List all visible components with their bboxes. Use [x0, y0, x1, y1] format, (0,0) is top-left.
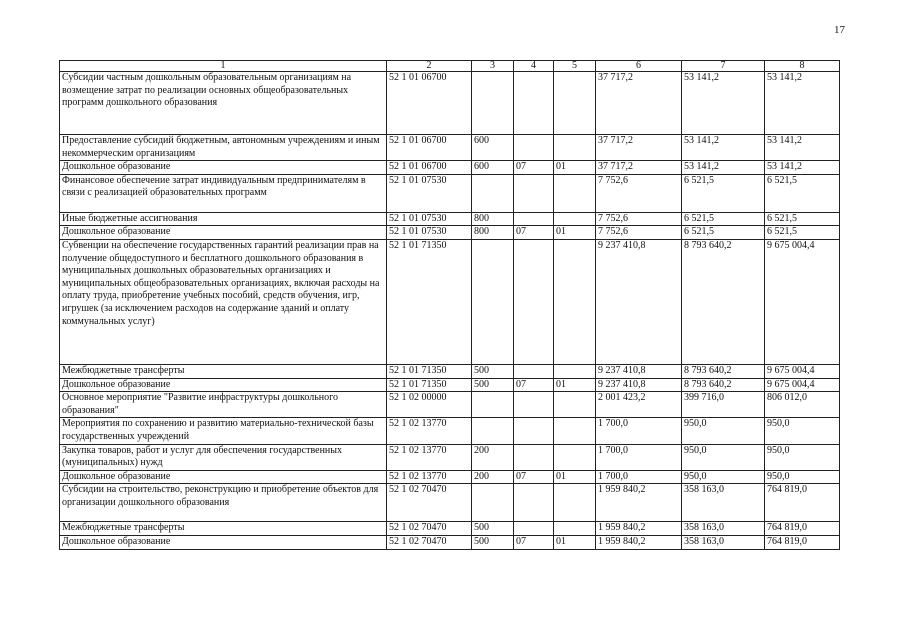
row-name: Дошкольное образование — [60, 378, 387, 392]
row-name: Субсидии на строительство, реконструкцию и приобретение объектов для организации дошкольного образования — [60, 484, 387, 522]
amount-year-1: 37 717,2 — [596, 135, 682, 161]
expense-type: 500 — [472, 378, 514, 392]
amount-year-3: 53 141,2 — [765, 135, 840, 161]
amount-year-3: 53 141,2 — [765, 161, 840, 175]
amount-year-2: 950,0 — [682, 418, 765, 444]
table-row — [60, 378, 840, 392]
section — [514, 392, 554, 418]
column-header: 8 — [765, 61, 840, 72]
expense-type: 600 — [472, 161, 514, 175]
table-row — [60, 522, 840, 536]
table-row — [60, 174, 840, 212]
amount-year-1: 37 717,2 — [596, 72, 682, 135]
amount-year-3: 9 675 004,4 — [765, 364, 840, 378]
amount-year-1: 1 959 840,2 — [596, 522, 682, 536]
row-name: Дошкольное образование — [60, 226, 387, 240]
amount-year-2: 399 716,0 — [682, 392, 765, 418]
subsection: 01 — [554, 378, 596, 392]
expense-type — [472, 484, 514, 522]
expense-type: 200 — [472, 470, 514, 484]
amount-year-3: 950,0 — [765, 418, 840, 444]
target-code: 52 1 01 07530 — [387, 174, 472, 212]
section — [514, 239, 554, 364]
expense-type — [472, 72, 514, 135]
amount-year-1: 2 001 423,2 — [596, 392, 682, 418]
amount-year-3: 764 819,0 — [765, 522, 840, 536]
expense-type — [472, 174, 514, 212]
row-name: Закупка товаров, работ и услуг для обеспечения государственных (муниципальных) нужд — [60, 444, 387, 470]
column-header: 3 — [472, 61, 514, 72]
target-code: 52 1 02 70470 — [387, 535, 472, 549]
subsection: 01 — [554, 470, 596, 484]
amount-year-3: 764 819,0 — [765, 535, 840, 549]
amount-year-3: 950,0 — [765, 470, 840, 484]
expense-type: 800 — [472, 226, 514, 240]
target-code: 52 1 02 00000 — [387, 392, 472, 418]
amount-year-1: 9 237 410,8 — [596, 239, 682, 364]
amount-year-1: 1 959 840,2 — [596, 535, 682, 549]
table-row — [60, 161, 840, 175]
amount-year-1: 37 717,2 — [596, 161, 682, 175]
target-code: 52 1 01 06700 — [387, 72, 472, 135]
row-name: Субвенции на обеспечение государственных гарантий реализации прав на получение общедоступного и бесплатного дошкольного образования в муниципальных дошкольных образовательных организациях и муниципальных общеобразовательных организациях, включая расходы на оплату труда, приобретение учебных пособий, средств обучения, игр, игрушек (за исключением расходов на содержание зданий и оплату коммунальных услуг) — [60, 239, 387, 364]
amount-year-2: 8 793 640,2 — [682, 378, 765, 392]
amount-year-2: 950,0 — [682, 444, 765, 470]
column-header: 5 — [554, 61, 596, 72]
target-code: 52 1 01 71350 — [387, 378, 472, 392]
section — [514, 212, 554, 226]
row-name: Межбюджетные трансферты — [60, 522, 387, 536]
expense-type — [472, 239, 514, 364]
expense-type: 500 — [472, 364, 514, 378]
target-code: 52 1 02 13770 — [387, 418, 472, 444]
amount-year-1: 1 700,0 — [596, 470, 682, 484]
amount-year-3: 6 521,5 — [765, 212, 840, 226]
amount-year-2: 358 163,0 — [682, 535, 765, 549]
subsection: 01 — [554, 535, 596, 549]
section — [514, 364, 554, 378]
row-name: Мероприятия по сохранению и развитию материально-технической базы государственных учреждений — [60, 418, 387, 444]
table-row — [60, 484, 840, 522]
column-header: 4 — [514, 61, 554, 72]
table-row — [60, 418, 840, 444]
target-code: 52 1 01 07530 — [387, 226, 472, 240]
subsection — [554, 392, 596, 418]
amount-year-1: 7 752,6 — [596, 174, 682, 212]
subsection — [554, 135, 596, 161]
subsection — [554, 212, 596, 226]
row-name: Дошкольное образование — [60, 161, 387, 175]
amount-year-3: 764 819,0 — [765, 484, 840, 522]
expense-type: 500 — [472, 522, 514, 536]
amount-year-2: 358 163,0 — [682, 522, 765, 536]
budget-table — [59, 60, 840, 550]
section: 07 — [514, 470, 554, 484]
section — [514, 418, 554, 444]
amount-year-2: 53 141,2 — [682, 135, 765, 161]
target-code: 52 1 02 13770 — [387, 444, 472, 470]
amount-year-3: 9 675 004,4 — [765, 378, 840, 392]
table-row — [60, 212, 840, 226]
subsection — [554, 522, 596, 536]
section — [514, 444, 554, 470]
target-code: 52 1 02 70470 — [387, 484, 472, 522]
amount-year-2: 53 141,2 — [682, 72, 765, 135]
section — [514, 135, 554, 161]
table-row — [60, 226, 840, 240]
row-name: Субсидии частным дошкольным образовательным организациям на возмещение затрат по реализации основных общеобразовательных программ дошкольного образования — [60, 72, 387, 135]
table-row — [60, 444, 840, 470]
table-row — [60, 535, 840, 549]
amount-year-3: 53 141,2 — [765, 72, 840, 135]
row-name: Дошкольное образование — [60, 535, 387, 549]
subsection — [554, 418, 596, 444]
amount-year-1: 9 237 410,8 — [596, 364, 682, 378]
expense-type — [472, 418, 514, 444]
target-code: 52 1 02 13770 — [387, 470, 472, 484]
section — [514, 484, 554, 522]
amount-year-3: 6 521,5 — [765, 174, 840, 212]
table-row — [60, 239, 840, 364]
section: 07 — [514, 161, 554, 175]
table-row — [60, 72, 840, 135]
subsection — [554, 72, 596, 135]
target-code: 52 1 01 71350 — [387, 239, 472, 364]
subsection: 01 — [554, 226, 596, 240]
target-code: 52 1 01 07530 — [387, 212, 472, 226]
section — [514, 174, 554, 212]
amount-year-2: 358 163,0 — [682, 484, 765, 522]
amount-year-3: 9 675 004,4 — [765, 239, 840, 364]
amount-year-3: 950,0 — [765, 444, 840, 470]
table-row — [60, 392, 840, 418]
amount-year-1: 1 700,0 — [596, 444, 682, 470]
expense-type: 200 — [472, 444, 514, 470]
amount-year-1: 9 237 410,8 — [596, 378, 682, 392]
amount-year-2: 6 521,5 — [682, 212, 765, 226]
column-header: 6 — [596, 61, 682, 72]
section — [514, 72, 554, 135]
column-header: 2 — [387, 61, 472, 72]
expense-type — [472, 392, 514, 418]
column-header: 1 — [60, 61, 387, 72]
row-name: Финансовое обеспечение затрат индивидуальным предпринимателям в связи с реализацией образовательных программ — [60, 174, 387, 212]
expense-type: 500 — [472, 535, 514, 549]
amount-year-1: 1 959 840,2 — [596, 484, 682, 522]
amount-year-1: 1 700,0 — [596, 418, 682, 444]
amount-year-2: 950,0 — [682, 470, 765, 484]
target-code: 52 1 01 71350 — [387, 364, 472, 378]
subsection — [554, 239, 596, 364]
header-row — [60, 61, 840, 72]
subsection — [554, 364, 596, 378]
row-name: Иные бюджетные ассигнования — [60, 212, 387, 226]
amount-year-2: 8 793 640,2 — [682, 239, 765, 364]
amount-year-1: 7 752,6 — [596, 226, 682, 240]
table-body — [60, 72, 840, 550]
table-row — [60, 470, 840, 484]
row-name: Дошкольное образование — [60, 470, 387, 484]
subsection — [554, 444, 596, 470]
section: 07 — [514, 226, 554, 240]
row-name: Межбюджетные трансферты — [60, 364, 387, 378]
section — [514, 522, 554, 536]
amount-year-2: 8 793 640,2 — [682, 364, 765, 378]
amount-year-2: 53 141,2 — [682, 161, 765, 175]
amount-year-2: 6 521,5 — [682, 226, 765, 240]
target-code: 52 1 01 06700 — [387, 161, 472, 175]
amount-year-1: 7 752,6 — [596, 212, 682, 226]
column-header: 7 — [682, 61, 765, 72]
expense-type: 800 — [472, 212, 514, 226]
subsection — [554, 484, 596, 522]
section: 07 — [514, 535, 554, 549]
amount-year-3: 6 521,5 — [765, 226, 840, 240]
target-code: 52 1 01 06700 — [387, 135, 472, 161]
row-name: Предоставление субсидий бюджетным, автономным учреждениям и иным некоммерческим организациям — [60, 135, 387, 161]
row-name: Основное мероприятие "Развитие инфраструктуры дошкольного образования" — [60, 392, 387, 418]
target-code: 52 1 02 70470 — [387, 522, 472, 536]
subsection — [554, 174, 596, 212]
table-row — [60, 135, 840, 161]
amount-year-2: 6 521,5 — [682, 174, 765, 212]
page-number: 17 — [834, 24, 845, 36]
section: 07 — [514, 378, 554, 392]
subsection: 01 — [554, 161, 596, 175]
table-row — [60, 364, 840, 378]
expense-type: 600 — [472, 135, 514, 161]
amount-year-3: 806 012,0 — [765, 392, 840, 418]
